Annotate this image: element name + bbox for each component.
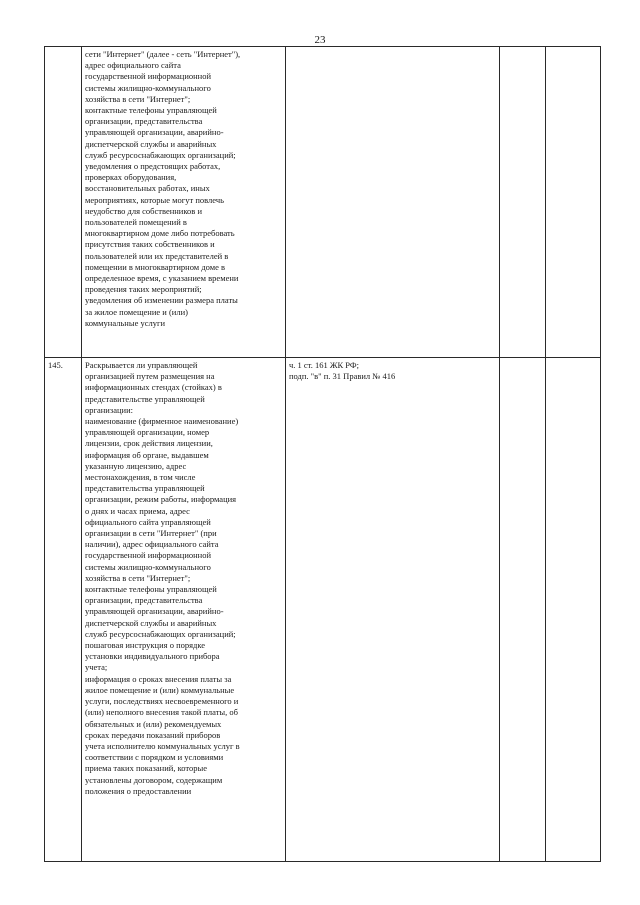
requirement-line: за жилое помещение и (или)	[85, 306, 188, 317]
requirement-line: жилое помещение и (или) коммунальные	[85, 684, 235, 695]
requirement-line: наличии), адрес официального сайта	[85, 539, 219, 550]
requirement-line: пользователей или их представителей в	[85, 250, 229, 261]
requirement-line: организации в сети "Интернет" (при	[85, 528, 217, 539]
requirement-line: хозяйства в сети "Интернет";	[85, 93, 191, 104]
requirement-line: проведения таких мероприятий;	[85, 284, 202, 295]
answer-no-cell	[546, 47, 601, 358]
requirement-line: сроках передачи показаний приборов	[85, 729, 221, 740]
requirement-line: управляющей организации, аварийно-	[85, 127, 224, 138]
answer-yes-cell	[500, 358, 546, 862]
requirement-line: организации, представительства	[85, 116, 203, 127]
requirement-line: мероприятиях, которые могут повлечь	[85, 194, 224, 205]
requirement-line: служб ресурсоснабжающих организаций;	[85, 149, 236, 160]
requirement-line: системы жилищно-коммунального	[85, 82, 211, 93]
requirement-line: контактные телефоны управляющей	[85, 584, 217, 595]
requirement-line: присутствия таких собственников и	[85, 239, 215, 250]
legal-basis-cell	[286, 47, 500, 358]
requirement-line: адрес официального сайта	[85, 60, 181, 71]
requirement-line: установки индивидуального прибора	[85, 651, 220, 662]
requirement-line: управляющей организации, номер	[85, 427, 210, 438]
requirement-line: положения о предоставлении	[85, 785, 192, 796]
requirement-line: государственной информационной	[85, 550, 212, 561]
requirement-line: Раскрывается ли управляющей	[85, 360, 198, 370]
requirement-line: информация об органе, выдавшем	[85, 449, 209, 460]
requirement-line: восстановительных работах, иных	[85, 183, 210, 194]
requirement-line: управляющей организации, аварийно-	[85, 606, 224, 617]
requirement-line: официального сайта управляющей	[85, 516, 211, 527]
requirement-line: пользователей помещений в	[85, 217, 187, 228]
requirement-line: наименование (фирменное наименование)	[85, 416, 239, 427]
legal-basis-cell	[286, 358, 500, 862]
answer-yes-cell	[500, 47, 546, 358]
table-row	[45, 47, 601, 358]
legal-basis-line: ч. 1 ст. 161 ЖК РФ;	[289, 360, 359, 370]
requirement-line: местонахождения, в том числе	[85, 472, 196, 483]
page-number: 23	[314, 34, 326, 46]
requirement-line: учета исполнителю коммунальных услуг в	[85, 740, 240, 751]
requirement-line: определенное время, с указанием времени	[85, 273, 239, 284]
item-number-cell	[45, 47, 82, 358]
requirement-cell	[82, 47, 286, 358]
requirement-line: соответствии с порядком и условиями	[85, 752, 224, 763]
requirement-line: неудобство для собственников и	[85, 205, 202, 216]
requirement-line: пошаговая инструкция о порядке	[85, 640, 206, 651]
answer-no-cell	[546, 358, 601, 862]
requirement-line: проверках оборудования,	[85, 172, 177, 183]
requirement-line: установлены договором, содержащим	[85, 774, 223, 785]
requirement-line: организации, режим работы, информация	[85, 494, 237, 505]
requirement-line: лицензии, срок действия лицензии,	[85, 438, 213, 449]
requirement-line: хозяйства в сети "Интернет";	[85, 572, 191, 583]
requirement-line: (или) неполного внесения такой платы, об	[85, 707, 238, 718]
requirement-line: контактные телефоны управляющей	[85, 105, 217, 116]
requirement-line: учета;	[85, 662, 108, 673]
requirement-line: приема таких показаний, которые	[85, 763, 208, 774]
requirement-line: организацией путем размещения на	[85, 371, 215, 382]
item-number-cell: 145.	[45, 358, 82, 862]
requirement-line: о днях и часах приема, адрес	[85, 505, 190, 516]
requirement-line: представительстве управляющей	[85, 393, 205, 404]
requirement-line: услуги, последствиях несвоевременного и	[85, 696, 239, 707]
requirement-line: организации, представительства	[85, 595, 203, 606]
requirement-line: диспетчерской службы и аварийных	[85, 138, 217, 149]
requirement-line: коммунальные услуги	[85, 317, 166, 328]
requirement-line: государственной информационной	[85, 71, 212, 82]
requirement-line: организации:	[85, 404, 133, 415]
requirement-line: сети "Интернет" (далее - сеть "Интернет"),	[85, 49, 241, 59]
legal-basis-line: подп. "в" п. 31 Правил № 416	[289, 371, 396, 382]
requirement-cell	[82, 358, 286, 862]
requirement-line: информация о сроках внесения платы за	[85, 673, 232, 684]
requirement-line: помещении в многоквартирном доме в	[85, 261, 226, 272]
requirement-line: уведомления об изменении размера платы	[85, 295, 238, 306]
requirement-line: уведомления о предстоящих работах,	[85, 161, 221, 172]
requirement-line: информационных стендах (стойках) в	[85, 382, 222, 393]
requirement-line: многоквартирном доме либо потребовать	[85, 228, 235, 239]
checklist-table	[44, 46, 601, 862]
requirement-line: указанную лицензию, адрес	[85, 460, 187, 471]
requirement-line: служб ресурсоснабжающих организаций;	[85, 628, 236, 639]
requirement-line: диспетчерской службы и аварийных	[85, 617, 217, 628]
table-row	[45, 358, 601, 862]
requirement-line: представительства управляющей	[85, 483, 205, 494]
requirement-line: обязательных и (или) рекомендуемых	[85, 718, 222, 729]
requirement-line: системы жилищно-коммунального	[85, 561, 211, 572]
